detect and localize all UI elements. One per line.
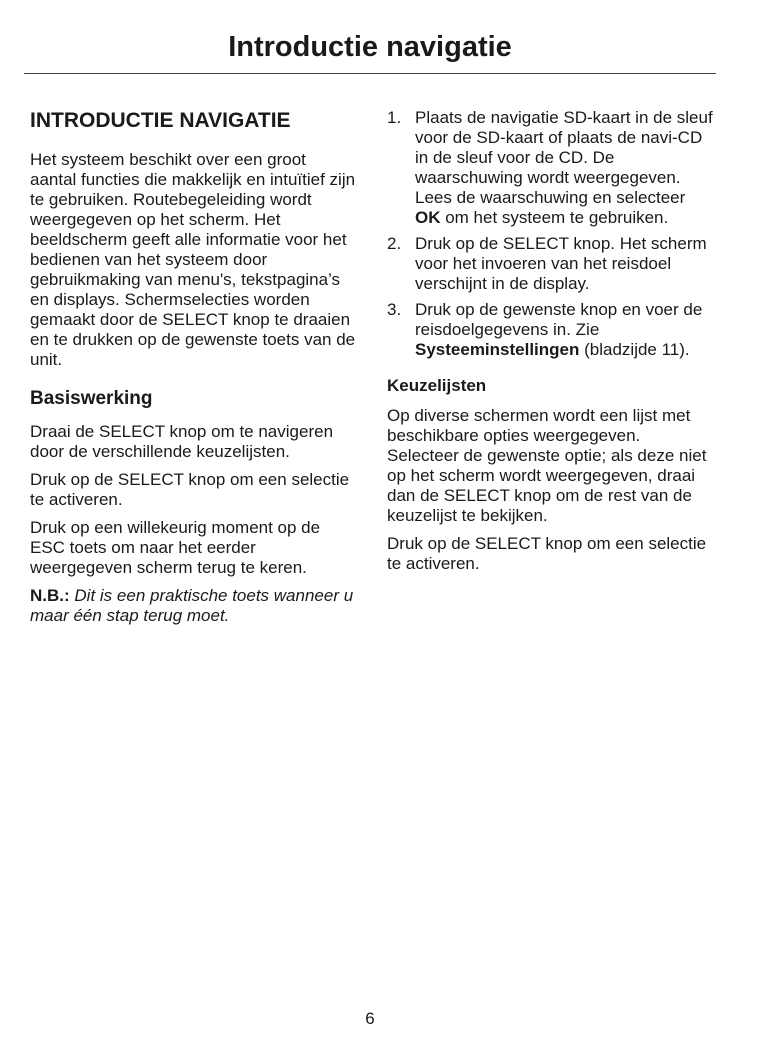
- step-number: 1.: [387, 108, 402, 127]
- basic-operation-heading: Basiswerking: [30, 388, 153, 409]
- section-heading: INTRODUCTIE NAVIGATIE: [30, 109, 291, 132]
- cross-reference-link: Systeeminstellingen: [415, 340, 580, 359]
- right-column: [387, 108, 715, 582]
- header-divider: [24, 73, 716, 74]
- basic-paragraph-1: Draai de SELECT knop om te navigeren door de verschillende keuzelijsten.: [30, 422, 334, 461]
- basic-paragraph-3: Druk op een willekeurig moment op de ESC toets om naar het eerder weergegeven scherm terug te keren.: [30, 518, 321, 577]
- step-number: 3.: [387, 300, 402, 319]
- steps-list: [387, 108, 715, 360]
- step-text: Druk op de gewenste knop en voer de reisdoelgegevens in. Zie: [415, 300, 703, 339]
- step-text: Plaats de navigatie SD-kaart in de sleuf voor de SD-kaart of plaats de navi-CD in de sleuf voor de CD. De waarschuwing wordt weergegeven. Lees de waarschuwing en selecteer: [415, 108, 713, 207]
- lists-paragraph-2: Druk op de SELECT knop om een selectie te activeren.: [387, 534, 707, 573]
- page-number: 6: [365, 1009, 375, 1028]
- step-text: Druk op de SELECT knop. Het scherm voor het invoeren van het reisdoel verschijnt in de display.: [415, 234, 707, 293]
- list-item: [387, 108, 715, 228]
- step-number: 2.: [387, 234, 402, 253]
- lists-heading: Keuzelijsten: [387, 376, 487, 395]
- step-text-tail: (bladzijde 11).: [579, 340, 690, 359]
- page-title: Introductie navigatie: [228, 31, 512, 63]
- intro-paragraph: Het systeem beschikt over een groot aantal functies die makkelijk en intuïtief zijn te gebruiken. Routebegeleiding wordt weergegeven op het scherm. Het beeldscherm geeft alle informatie voor het bedienen van het systeem door gebruikmaking van menu's, tekstpagina’s en displays. Schermselecties worden gemaakt door de SELECT knop te draaien en te drukken op de gewenste toets van de unit.: [30, 150, 356, 369]
- note-label: N.B.:: [30, 586, 70, 605]
- list-item: [387, 300, 715, 360]
- left-column: [30, 106, 356, 634]
- note: [30, 586, 356, 626]
- step-text-tail: om het systeem te gebruiken.: [440, 208, 669, 227]
- list-item: [387, 234, 715, 294]
- step-bold: OK: [415, 208, 441, 227]
- basic-paragraph-2: Druk op de SELECT knop om een selectie te activeren.: [30, 470, 350, 509]
- note-text: Dit is een praktische toets wanneer u maar één stap terug moet.: [30, 586, 354, 625]
- lists-paragraph-1: Op diverse schermen wordt een lijst met beschikbare opties weergegeven. Selecteer de gewenste optie; als deze niet op het scherm wordt weergegeven, draai dan de SELECT knop om de rest van de keuzelijst te bekijken.: [387, 406, 707, 525]
